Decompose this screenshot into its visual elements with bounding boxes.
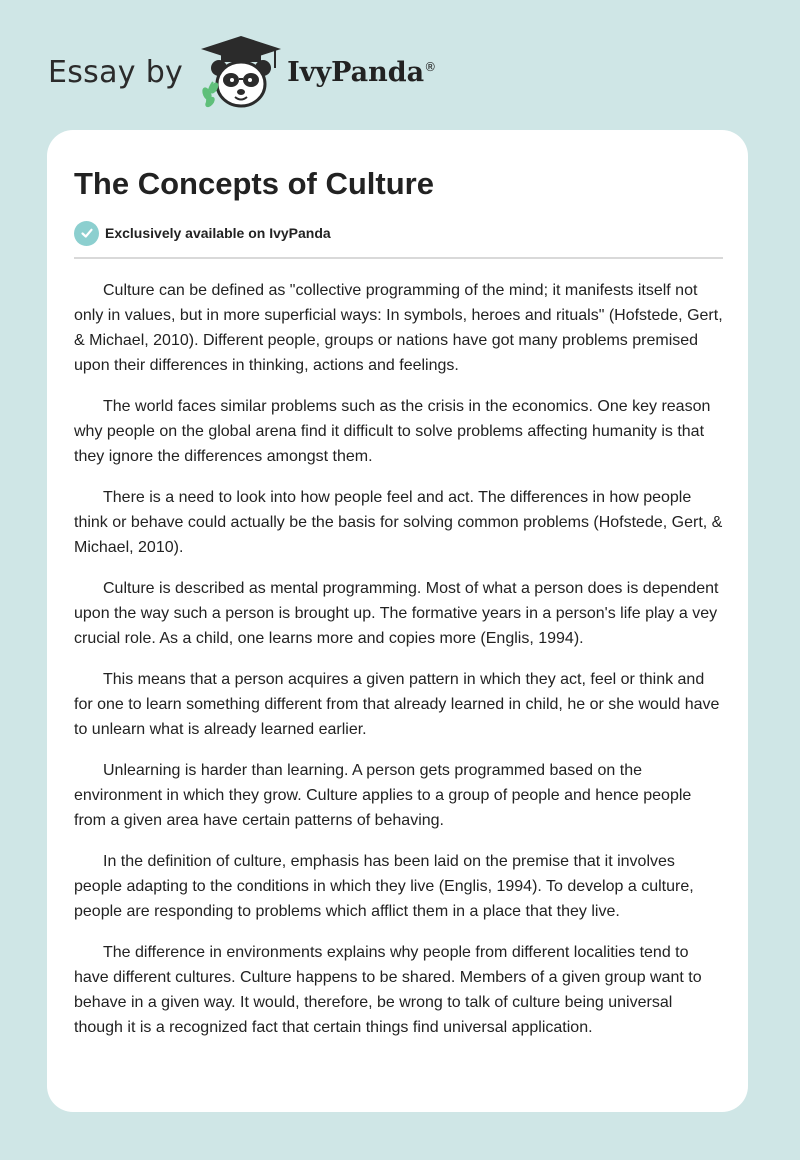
brand-logo-text[interactable]: IvyPanda® (287, 56, 437, 88)
site-header (48, 34, 436, 110)
paragraph: Culture is described as mental programming. Most of what a person does is dependent upon the way such a person is brought up. The formative years in a person's life play a vey crucial role. As a child, one learns more and copies more (Englis, 1994). (74, 580, 719, 647)
checkmark-icon (74, 221, 99, 246)
exclusive-badge (74, 220, 723, 246)
paragraph: The world faces similar problems such as the crisis in the economics. One key reason why people on the global arena find it difficult to solve problems affecting humanity is that they ignore the differences amongst them. (74, 398, 711, 465)
article-card (47, 130, 748, 1112)
essay-by-label: Essay by (48, 54, 184, 90)
article-body (74, 278, 723, 1040)
exclusive-badge-label: Exclusively available on IvyPanda (105, 225, 331, 241)
paragraph: In the definition of culture, emphasis has been laid on the premise that it involves people adapting to the conditions in which they live (Englis, 1994). To develop a culture, people are responding to problems which afflict them in a place that they live. (74, 853, 694, 920)
paragraph: The difference in environments explains why people from different localities tend to have different cultures. Culture happens to be shared. Members of a given group want to behave in a given way. It would, therefore, be wrong to talk of culture being universal though it is a recognized fact that certain things find universal application. (74, 944, 702, 1036)
divider (74, 257, 723, 259)
page-title: The Concepts of Culture (74, 166, 434, 201)
panda-graduate-icon (197, 34, 285, 110)
paragraph: Culture can be defined as "collective programming of the mind; it manifests itself not only in values, but in more superficial ways: In symbols, heroes and rituals" (Hofstede, Gert, & Michael, 2010). Different people, groups or nations have got many problems premised upon their differences in thinking, actions and feelings. (74, 282, 723, 374)
paragraph: Unlearning is harder than learning. A person gets programmed based on the environment in which they grow. Culture applies to a group of people and hence people from a given area have certain patterns of behaving. (74, 762, 692, 829)
paragraph: This means that a person acquires a given pattern in which they act, feel or think and for one to learn something different from that already learned in child, he or she would have to unlearn what is already learned earlier. (74, 671, 720, 738)
paragraph: There is a need to look into how people feel and act. The differences in how people think or behave could actually be the basis for solving common problems (Hofstede, Gert, & Michael, 2010). (74, 489, 723, 556)
